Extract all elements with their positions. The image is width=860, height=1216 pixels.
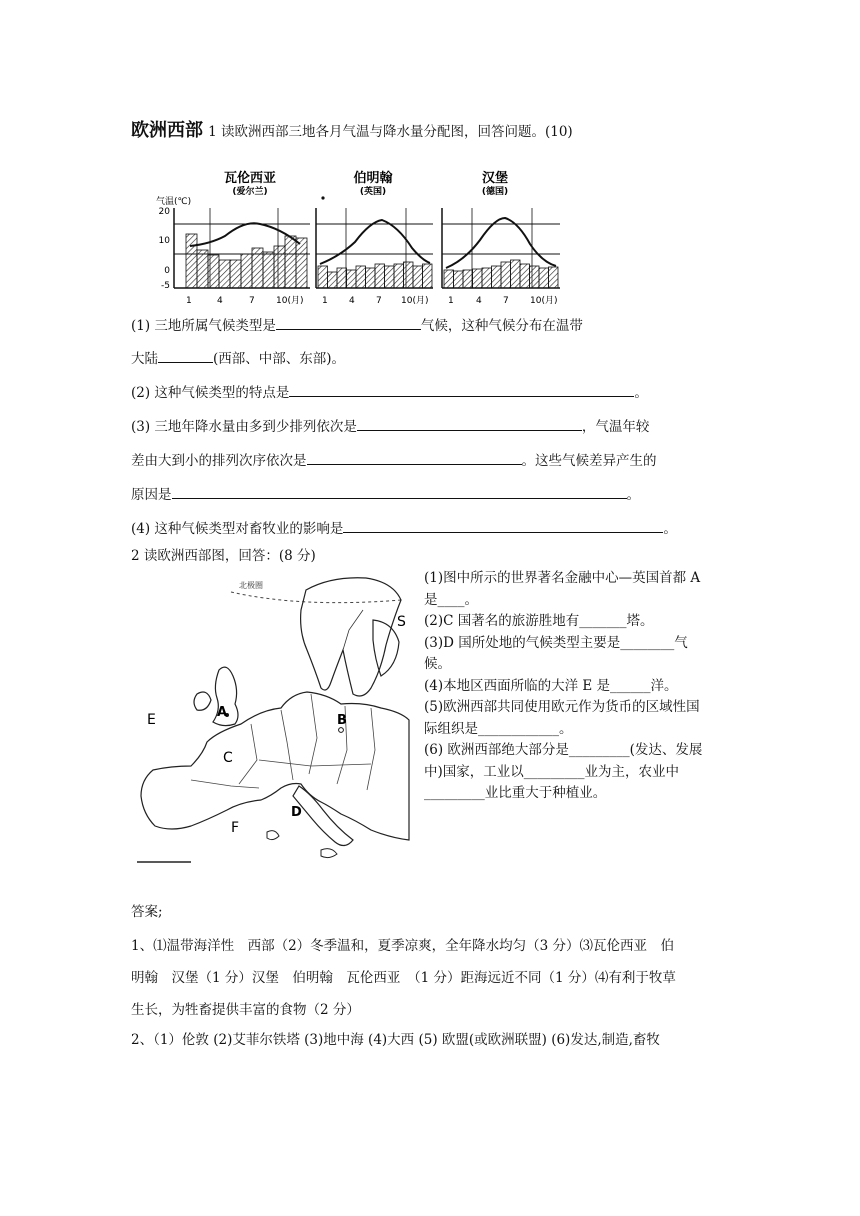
- panel-1-plot: [174, 208, 310, 288]
- europe-map: [131, 570, 411, 865]
- arctic-circle-label: 北极圈: [239, 581, 263, 590]
- q2-line-7: (5)欧洲西部共同使用欧元作为货币的区域性国: [424, 699, 700, 715]
- map-label-s: S: [397, 614, 406, 630]
- panel-1-title: 瓦伦西亚: [223, 171, 277, 186]
- finland-outline: [373, 620, 399, 676]
- p3-x-10: 10(月): [530, 296, 558, 306]
- panel-2-country: (英国): [359, 187, 387, 197]
- panel-3-title: 汉堡: [481, 171, 509, 186]
- map-label-c: C: [223, 750, 233, 766]
- y-tick-0: 0: [164, 266, 170, 276]
- q1-part3-line1: (3) 三地年降水量由多到少排列依次是 ，气温年较: [131, 416, 649, 437]
- p2-x-4: 4: [349, 296, 355, 306]
- q1-part2: (2) 这种气候类型的特点是 。: [131, 382, 648, 403]
- panel-1-country: (爱尔兰): [232, 187, 268, 197]
- p1-x-1: 1: [186, 296, 192, 306]
- answers-heading: 答案;: [131, 904, 163, 920]
- map-label-a: A: [217, 705, 228, 720]
- q2-line-8: 际组织是____________。: [424, 720, 573, 737]
- q1-part1-line1: (1) 三地所属气候类型是 气候，这种气候分布在温带: [131, 315, 583, 336]
- y-tick-20: 20: [158, 207, 170, 217]
- q2-text-block: [424, 568, 702, 805]
- p3-x-4: 4: [476, 296, 482, 306]
- q2-line-11: _________业比重大于种植业。: [424, 785, 607, 801]
- q1-part4: (4) 这种气候类型对畜牧业的影响是 。: [131, 518, 677, 539]
- answer-line-1: 1、⑴温带海洋性 西部（2）冬季温和，夏季凉爽，全年降水均匀（3 分）⑶瓦伦西亚 伯: [131, 938, 675, 954]
- mainland-outline: [141, 692, 409, 840]
- y-tick-minus5: -5: [161, 281, 170, 291]
- q1-intro: 1 读欧洲西部三地各月气温与降水量分配图，回答问题。(10): [208, 124, 573, 140]
- panel-3-plot: [442, 208, 560, 288]
- y-axis-label: 气温(℃): [156, 197, 192, 207]
- q2-line-4: (3)D 国所处地的气候类型主要是________气: [424, 634, 688, 651]
- q1-part1-line2: 大陆 (西部、中部、东部)。: [131, 348, 345, 369]
- map-label-e: E: [147, 712, 156, 728]
- title-line: [131, 116, 573, 142]
- q2-intro: 2 读欧洲西部图，回答：(8 分): [131, 548, 316, 564]
- panel-2-plot: [316, 196, 433, 288]
- scandinavia-outline: [301, 578, 401, 696]
- p1-x-7: 7: [249, 296, 255, 306]
- map-label-f: F: [231, 820, 240, 836]
- map-label-d: D: [291, 805, 302, 820]
- answer-line-2: 明翰 汉堡（1 分）汉堡 伯明翰 瓦伦西亚 （1 分）距海远近不同（1 分）⑷有利于牧草: [131, 970, 676, 986]
- ireland-outline: [194, 692, 211, 710]
- arctic-circle-line: [231, 592, 401, 603]
- p2-x-7: 7: [376, 296, 382, 306]
- answer-line-3: 生长，为牲畜提供丰富的食物（2 分）: [131, 1002, 360, 1018]
- map-label-b: B: [337, 713, 347, 728]
- q2-line-5: 候。: [424, 656, 451, 672]
- p1-x-10: 10(月): [276, 296, 304, 306]
- q1-part3-line3: 原因是 。: [131, 484, 640, 505]
- p1-x-4: 4: [217, 296, 223, 306]
- answer-line-4: 2、（1）伦敦 (2)艾菲尔铁塔 (3)地中海 (4)大西 (5) 欧盟(或欧洲联盟) (6)发达,制造,畜牧: [131, 1032, 660, 1048]
- q2-line-10: 中)国家，工业以_________业为主，农业中: [424, 763, 680, 780]
- q1-part3-line2: 差由大到小的排列次序依次是 。这些气候差异产生的: [131, 450, 657, 471]
- panel-2-title: 伯明翰: [353, 171, 393, 186]
- panel-3-country: (德国): [481, 187, 509, 197]
- y-tick-10: 10: [158, 236, 170, 246]
- p3-x-1: 1: [448, 296, 454, 306]
- q2-line-9: (6) 欧洲西部绝大部分是_________(发达、发展: [424, 742, 703, 758]
- climate-chart-figure: [150, 160, 580, 310]
- q2-line-1: (1)图中所示的世界著名金融中心—英国首都 A: [424, 570, 701, 586]
- page-title: 欧洲西部: [131, 120, 203, 141]
- p3-x-7: 7: [503, 296, 509, 306]
- q2-line-6: (4)本地区西面所临的大洋 E 是______洋。: [424, 677, 678, 694]
- q2-line-2: 是____。: [424, 591, 478, 608]
- q2-line-3: (2)C 国著名的旅游胜地有_______塔。: [424, 613, 654, 629]
- p2-x-10: 10(月): [401, 296, 429, 306]
- p2-x-1: 1: [322, 296, 328, 306]
